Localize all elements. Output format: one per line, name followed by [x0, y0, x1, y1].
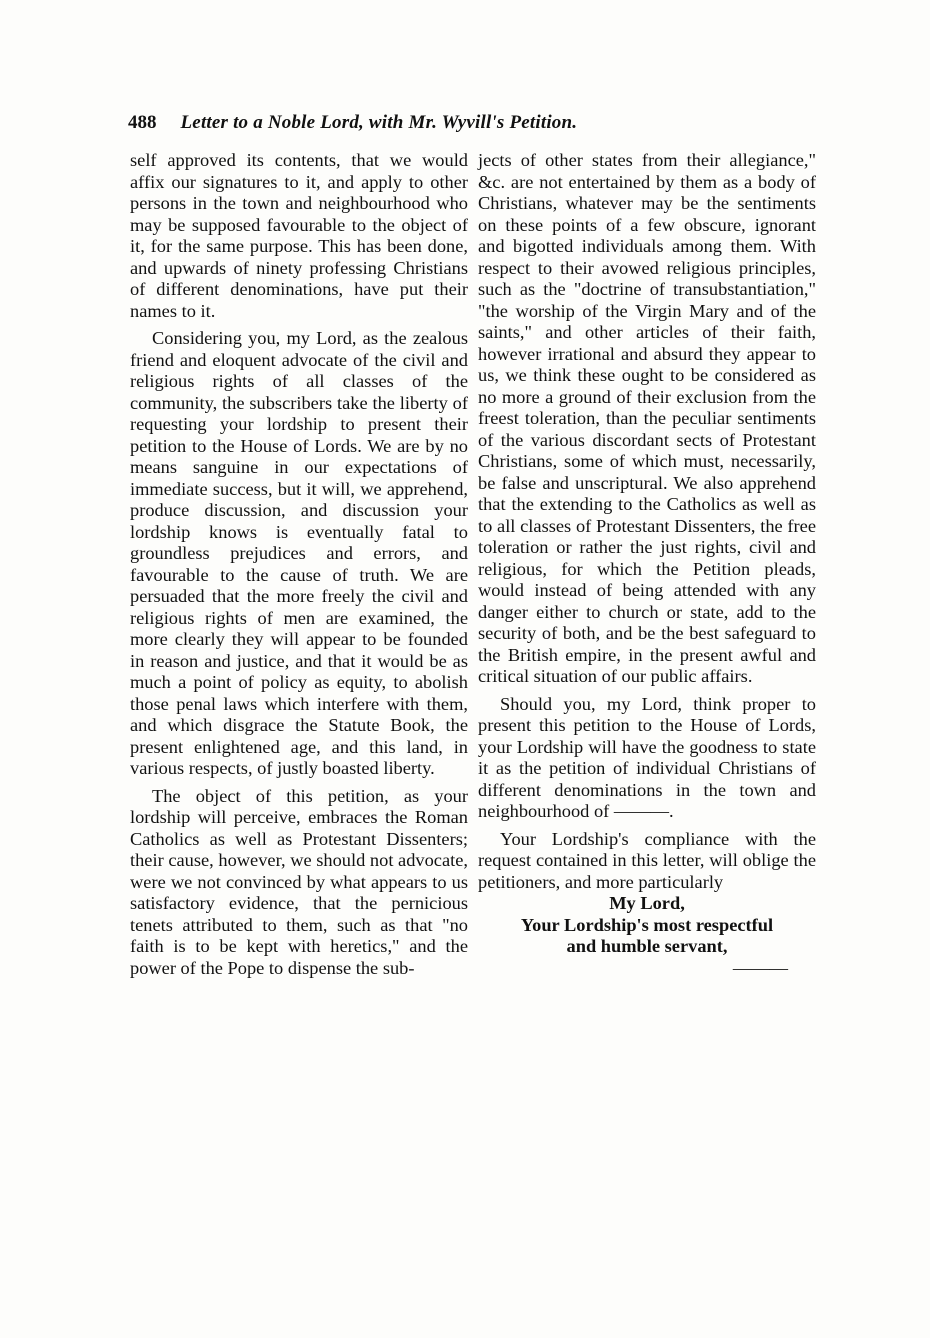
left-paragraph-3: The object of this petition, as your lordship will perceive, embraces the Roman Catholics as well as Protestant Dissenters; their cause, however, we should not advocate, were we not convinced by what appears to us satisfactory evidence, that the pernicious tenets attributed to them, such as that "no faith is to be kept with heretics," and the power of the Pope to dispense the sub- — [130, 785, 468, 978]
closing-line-2: and humble servant, — [566, 936, 728, 956]
salutation: My Lord, — [609, 893, 685, 913]
left-paragraph-1: self approved its contents, that we would affix our signatures to it, and apply to other persons in the town and neighbourhood who may be supposed favourable to the object of it, for the same purpose. This has been done, and upwards of ninety professing Christians of different denominations, have put their names to it. — [130, 150, 468, 321]
left-paragraph-2: Considering you, my Lord, as the zealous friend and eloquent advocate of the civil and religious rights of all classes of the community, the subscribers take the liberty of requesting your lordship to present their petition to the House of Lords. We are by no means sanguine in our expectations of immediate success, but it will, we apprehend, produce discussion, and discussion your lordship knows is eventually fatal to groundless prejudices and errors, and favourable to the cause of truth. We are persuaded that the more freely the civil and religious rights of men are examined, the more clearly they will appear to be founded in reason and justice, and that it would be as much a point of policy as equity, to abolish those penal laws which interfere with them, and which disgrace the Statute Book, the present enlightened age, and this land, in various respects, of justly boasted liberty. — [130, 328, 468, 778]
closing-line-1: Your Lordship's most respectful — [520, 914, 774, 935]
running-title: Letter to a Noble Lord, with Mr. Wyvill's Petition. — [180, 112, 578, 133]
right-paragraph-3: Your Lordship's compliance with the request contained in this letter, will oblige the petitioners, and more particularly — [478, 828, 816, 892]
left-column — [130, 150, 468, 979]
right-column — [478, 150, 816, 979]
right-paragraph-2: Should you, my Lord, think proper to present this petition to the House of Lords, your Lordship will have the goodness to state it as the petition of individual Christians of different denominations in the town and neighbourhood of ———. — [478, 693, 816, 821]
right-paragraph-1: jects of other states from their allegiance," &c. are not entertained by them as a body of Christians, whatever may be the sentiments on these points of a few obscure, ignorant and bigotted individuals among them. With respect to their avowed religious principles, such as the "doctrine of transubstantiation," "the worship of the Virgin Mary and of the saints," and other articles of their faith, however irrational and absurd they appear to us, we think these ought to be considered as no more a ground of their exclusion from the freest toleration, than the peculiar sentiments of the various discordant sects of Protestant Christians, some of which must, necessarily, be false and unscriptural. We also apprehend that the extending to the Catholics as well as to all classes of Protestant Dissenters, the free toleration or rather the just rights, civil and religious, for which the Petition pleads, would instead of being attended with any danger either to church or state, add to the security of both, and be the best safeguard to the British empire, in the present awful and critical situation of our public affairs. — [478, 150, 816, 686]
page-number: 488 — [128, 112, 157, 133]
signature: ——— — [732, 957, 788, 978]
page-header — [128, 112, 808, 142]
